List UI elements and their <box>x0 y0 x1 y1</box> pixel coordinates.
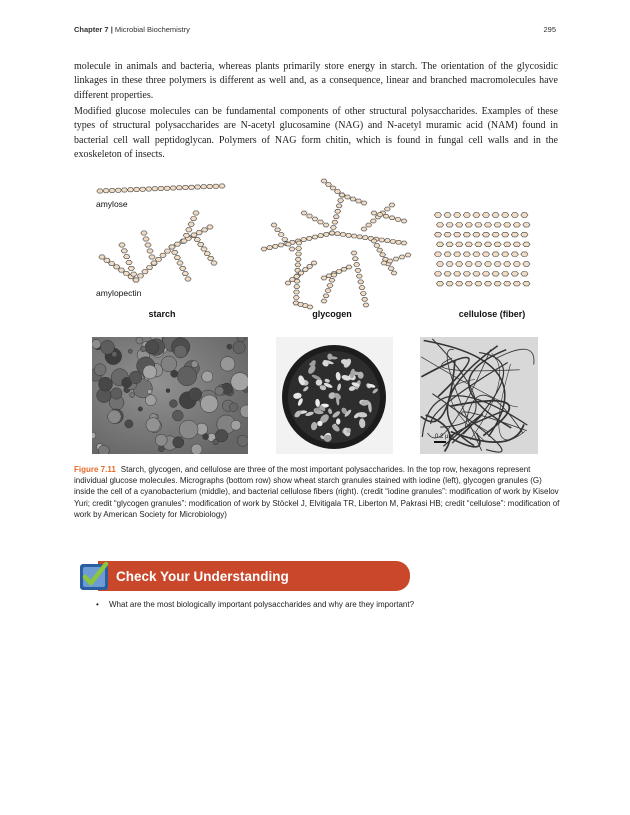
figure-number: Figure 7.11 <box>74 465 116 474</box>
body-paragraph-1: molecule in animals and bacteria, whereas plants primarily store energy in starch. The orientation of the glycosidic linkages in these three polymers is different as well and, as a consequence, linear and branched macromolecules have different properties. <box>74 61 558 101</box>
running-header <box>74 25 556 37</box>
starch-label: starch <box>148 309 176 319</box>
scale-bar-label: 0.2 µm <box>435 434 454 440</box>
starch-granules-micrograph <box>92 337 248 454</box>
scale-bar <box>434 441 446 443</box>
question-list <box>96 600 414 609</box>
page-number: 295 <box>543 25 556 34</box>
chapter-title: Microbial Biochemistry <box>114 25 190 34</box>
banner-title: Check Your Understanding <box>116 569 289 584</box>
question-item: • What are the most biologically important polysaccharides and why are they important? <box>96 600 414 609</box>
amylopectin-label: amylopectin <box>96 288 142 298</box>
glycogen-label: glycogen <box>312 309 352 319</box>
cellulose-label: cellulose (fiber) <box>458 309 526 319</box>
glycogen-branched-structure <box>261 179 411 309</box>
polysaccharide-structures-diagram <box>74 175 558 325</box>
check-your-understanding-banner <box>78 556 410 592</box>
figure-caption-text: Starch, glycogen, and cellulose are three of the most important polysaccharides. In the top row, hexagons represent individual glucose molecules. Micrographs (bottom row) show wheat starch granules stained with iodine (left), glycogen granules (G) inside the cell of a cyanobacterium (middle), and bacterial cellulose fibers (right). (credit “iodine granules”: modification of work by Kiselov Yuri; credit “glycogen granules”: modification of work by Stöckel J, Elvitigala TR, Liberton M, Pakrasi HB; credit “cellulose”: modification of work by American Society for Microbiology) <box>74 465 560 519</box>
checkmark-book-icon <box>78 560 110 592</box>
cellulose-fibers-micrograph <box>420 337 538 454</box>
figure-caption <box>74 464 560 520</box>
header-separator: | <box>110 25 113 34</box>
amylopectin-branched-chain <box>99 211 217 282</box>
chapter-number: Chapter 7 <box>74 25 109 34</box>
chapter-heading <box>74 25 190 34</box>
amylose-label: amylose <box>96 199 128 209</box>
glycogen-granules-micrograph <box>276 337 393 454</box>
body-paragraph-2: Modified glucose molecules can be fundamental components of other structural polysaccharides. Examples of these types of structural polysaccharides are N-acetyl glucosamine (NAG) and N-acetyl muramic acid (NAM) found in bacterial cell wall peptidoglycan. Polymers of NAG form chitin, which is found in fungal cell walls and in the exoskeleton of insects. <box>74 106 558 160</box>
figure-polysaccharides <box>74 175 558 465</box>
amylose-chain <box>97 184 225 193</box>
cellulose-fiber-grid <box>434 213 530 286</box>
